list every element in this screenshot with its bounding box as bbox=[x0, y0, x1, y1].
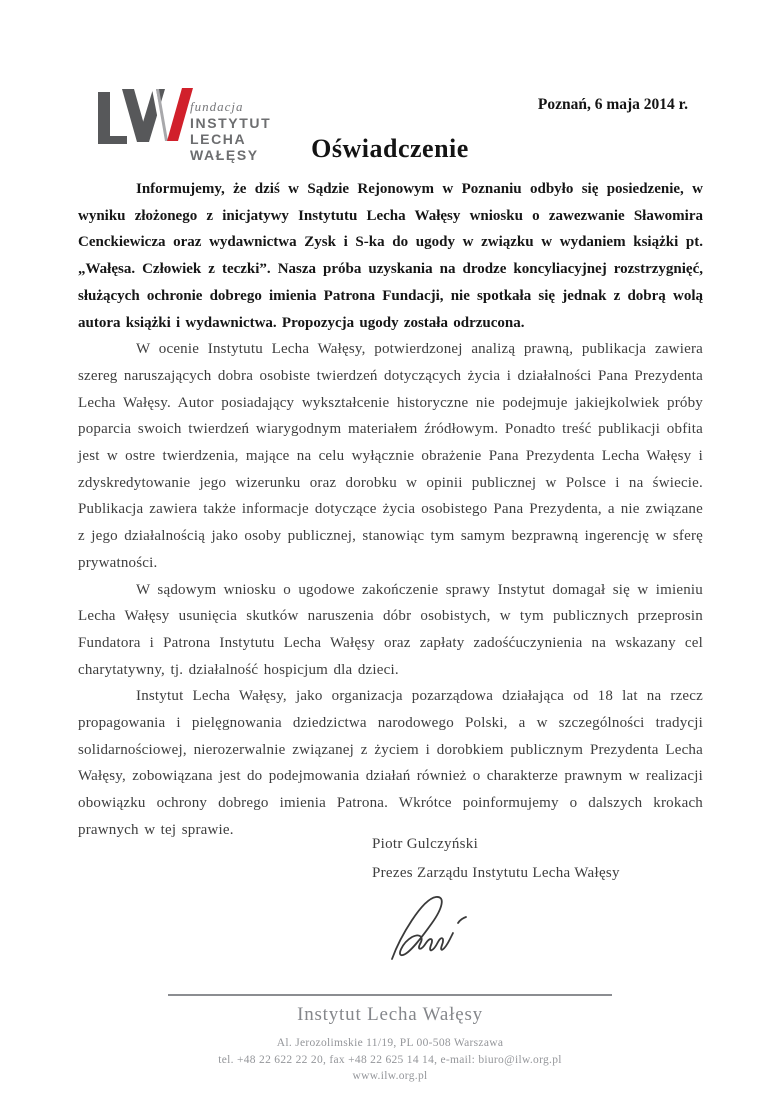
document-title: Oświadczenie bbox=[311, 134, 469, 163]
footer-website: www.ilw.org.pl bbox=[352, 1070, 428, 1082]
logo-institute-name-line1: INSTYTUT bbox=[190, 115, 272, 131]
statement-paragraph-3: W sądowym wniosku o ugodowe zakończenie sprawy Instytut domagał się w imieniu Lecha Wałęsy usunięcia skutków naruszenia dóbr osobistych, w tym publicznych przeprosin Fundatora i Patrona Instytutu Lecha Wałęsy oraz zapłaty zadośćuczynienia na wskazany cel charytatywny, tj. działalność hospicjum dla dzieci. bbox=[78, 581, 703, 678]
statement-paragraph-2: W ocenie Instytutu Lecha Wałęsy, potwierdzonej analizą prawną, publikacja zawiera szereg naruszających dobra osobiste twierdzeń dotyczących życia i działalności Pana Prezydenta Lecha Wałęsy. Autor posiadający wykształcenie historyczne nie podejmuje jakiejkolwiek próby poparcia swoich twierdzeń wiarygodnym materiałem źródłowym. Ponadto treść publikacji obfita jest w ostre twierdzenia, mające na celu wyłącznie obrażenie Pana Prezydenta Lecha Wałęsy i zdyskredytowanie jego wizerunku oraz dorobku w opinii publicznej w Polsce i na świecie. Publikacja zawiera także informacje dotyczące życia osobistego Pana Prezydenta, a nie związane z jego działalnością jako osoby publicznej, stanowiąc tym samym bezprawną ingerencję w sferę prywatności. bbox=[78, 341, 703, 571]
signatory-title: Prezes Zarządu Instytutu Lecha Wałęsy bbox=[372, 865, 620, 881]
footer-contacts: tel. +48 22 622 22 20, fax +48 22 625 14 14, e-mail: biuro@ilw.org.pl bbox=[218, 1053, 562, 1066]
signatory-name: Piotr Gulczyński bbox=[372, 836, 479, 852]
footer-divider bbox=[168, 994, 612, 996]
statement-paragraph-1: Informujemy, że dziś w Sądzie Rejonowym w Poznaniu odbyło się posiedzenie, w wyniku złożonego z inicjatywy Instytutu Lecha Wałęsy wniosku o zawezwanie Sławomira Cenckiewicza oraz wydawnictwa Zysk i S-ka do ugody w związku w wydaniem książki pt. „Wałęsa. Człowiek z teczki”. Nasza próba uzyskania na drodze koncyliacyjnej rozstrzygnięć, służących ochronie dobrego imienia Patrona Fundacji, nie spotkała się jednak z dobrą wolą autora książki i wydawnictwa. Propozycja ugody została odrzucona. bbox=[78, 181, 703, 331]
statement-paragraph-4: Instytut Lecha Wałęsy, jako organizacja pozarządowa działająca od 18 lat na rzecz propagowania i pielęgnowania dziedzictwa narodowego Polski, a w szczególności tradycji solidarnościowej, nierozerwalnie związanej z życiem i dorobkiem publicznym Prezydenta Lecha Wałęsy, zobowiązana jest do podejmowania działań również o charakterze prawnym w realizacji obowiązku ochrony dobrego imienia Patrona. Wkrótce poinformujemy o dalszych krokach prawnych w tej sprawie. bbox=[78, 688, 703, 838]
logo-institute-name-line2: LECHA WAŁĘSY bbox=[190, 131, 259, 163]
footer bbox=[0, 1004, 780, 1085]
logo-fundacja-label: fundacja bbox=[190, 99, 244, 114]
date-line: Poznań, 6 maja 2014 r. bbox=[537, 96, 688, 113]
signature-block bbox=[372, 830, 620, 888]
statement-body bbox=[78, 176, 703, 844]
footer-address: Al. Jerozolimskie 11/19, PL 00-508 Warszawa bbox=[276, 1037, 504, 1049]
handwritten-signature-icon bbox=[386, 893, 486, 965]
footer-org-name: Instytut Lecha Wałęsy bbox=[297, 1004, 483, 1025]
